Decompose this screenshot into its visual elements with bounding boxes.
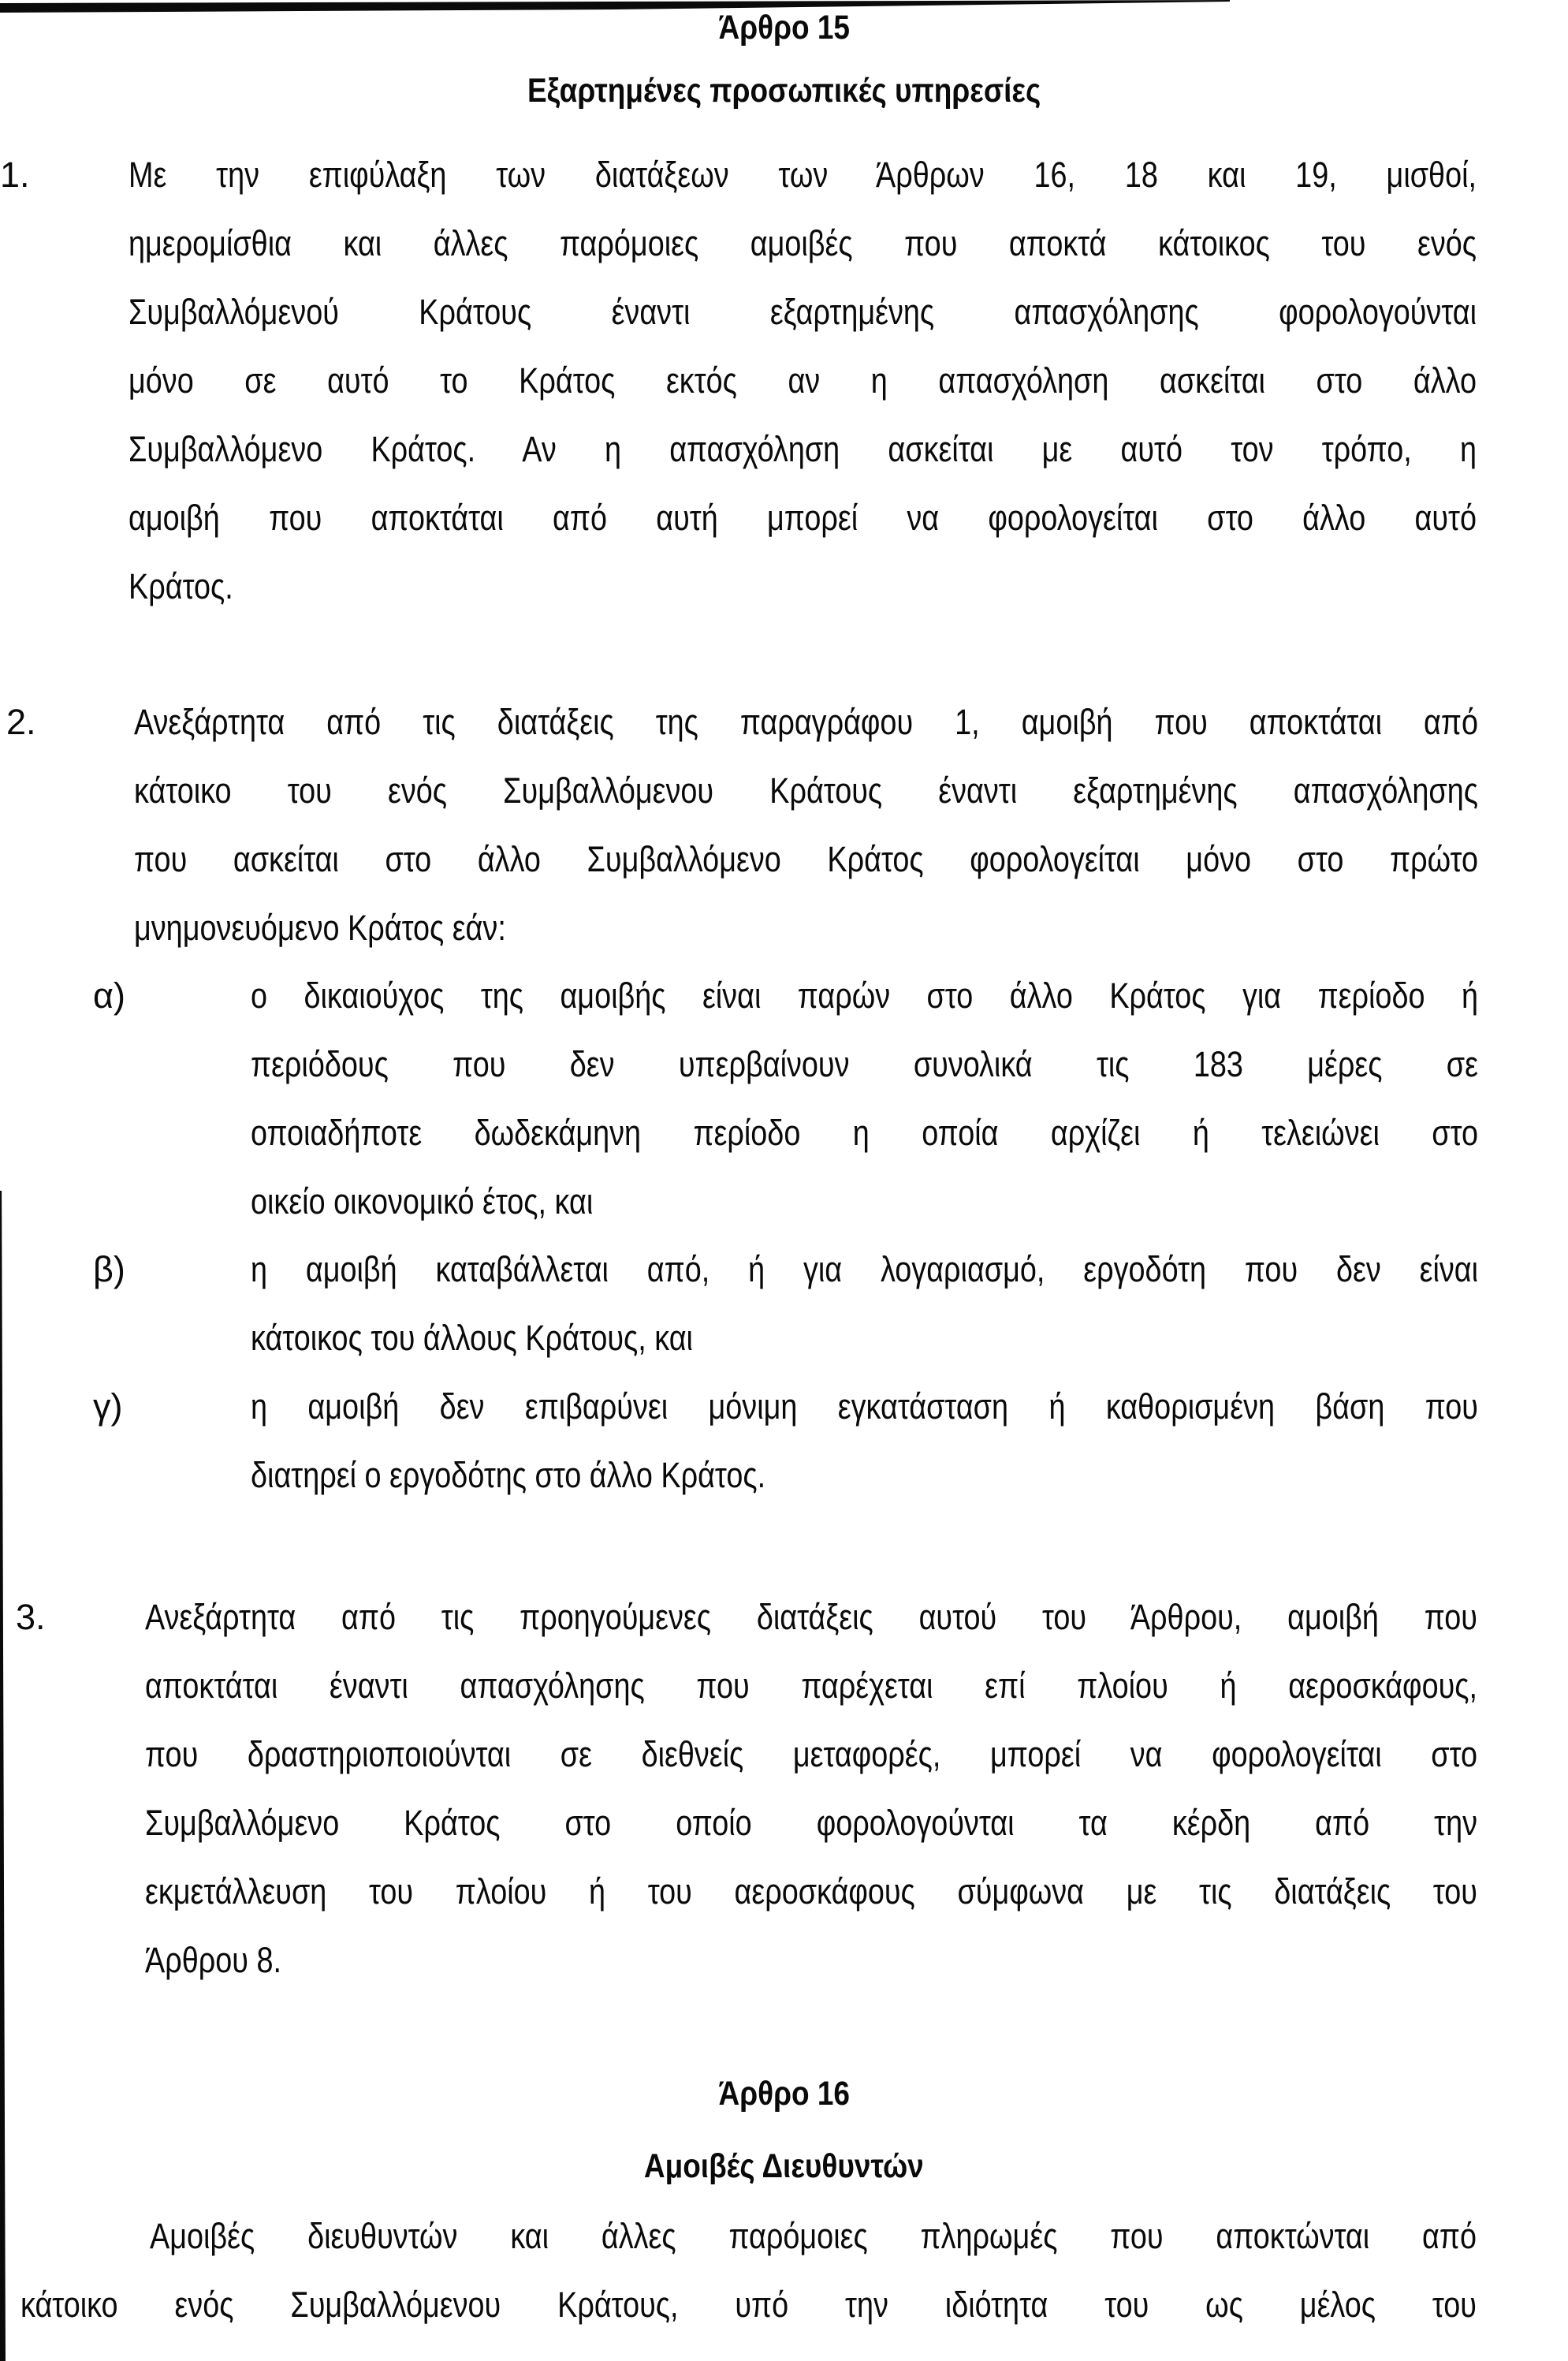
text-line bbox=[145, 1801, 1477, 1845]
text-line bbox=[251, 1248, 1478, 1292]
text-line bbox=[145, 1595, 1477, 1639]
text-line bbox=[251, 1111, 1478, 1155]
article-16-title: Άρθρο 16 bbox=[718, 2075, 850, 2113]
text-line bbox=[128, 222, 1477, 266]
text-line bbox=[128, 290, 1477, 334]
text-line-content: οικείο οικονομικό έτος, και bbox=[251, 1181, 594, 1222]
text-line-content: κάτοικο του ενός Συμβαλλόμενου Κράτους έναντι εξαρτημένης απασχόλησης bbox=[134, 770, 1478, 811]
text-line bbox=[128, 359, 1477, 403]
item-b-label: β) bbox=[93, 1249, 125, 1289]
text-line bbox=[134, 837, 1478, 882]
text-line-content: Συμβαλλόμενο Κράτος. Αν η απασχόληση ασκείται με αυτό τον τρόπο, η bbox=[128, 429, 1477, 469]
text-line-content: Ανεξάρτητα από τις προηγούμενες διατάξεις αυτού του Άρθρου, αμοιβή που bbox=[145, 1597, 1477, 1637]
text-line bbox=[251, 1385, 1478, 1429]
text-line bbox=[145, 1733, 1477, 1777]
text-line bbox=[251, 974, 1478, 1018]
text-line-content: Συμβαλλόμενού Κράτους έναντι εξαρτημένης απασχόλησης φορολογούνται bbox=[128, 292, 1477, 332]
paragraph-3-number: 3. bbox=[16, 1597, 46, 1637]
text-line-content: Αμοιβές διευθυντών και άλλες παρόμοιες πληρωμές που αποκτώνται από bbox=[150, 2216, 1477, 2256]
text-line bbox=[134, 769, 1478, 813]
text-line bbox=[251, 1453, 1478, 1498]
text-line-content: Άρθρου 8. bbox=[145, 1940, 281, 1980]
text-line-content: που δραστηριοποιούνται σε διεθνείς μεταφορές, μπορεί να φορολογείται στο bbox=[145, 1734, 1477, 1774]
text-line bbox=[251, 1316, 1478, 1360]
item-c-label: γ) bbox=[93, 1386, 123, 1427]
text-line-content: η αμοιβή δεν επιβαρύνει μόνιμη εγκατάσταση ή καθορισμένη βάση που bbox=[251, 1386, 1478, 1427]
text-line bbox=[134, 906, 1478, 950]
text-line-content: διατηρεί ο εργοδότης στο άλλο Κράτος. bbox=[251, 1455, 766, 1495]
paragraph-2-number: 2. bbox=[6, 702, 36, 742]
text-line bbox=[128, 565, 1477, 609]
text-line-content: η αμοιβή καταβάλλεται από, ή για λογαριασμό, εργοδότη που δεν είναι bbox=[251, 1249, 1478, 1289]
text-line-content: μνημονευόμενο Κράτος εάν: bbox=[134, 908, 506, 948]
text-line-content: κάτοικο ενός Συμβαλλόμενου Κράτους, υπό την ιδιότητα του ως μέλος του bbox=[20, 2285, 1477, 2325]
text-line-content: ημερομίσθια και άλλες παρόμοιες αμοιβές που αποκτά κάτοικος του ενός bbox=[128, 223, 1477, 263]
text-line-content: που ασκείται στο άλλο Συμβαλλόμενο Κράτος φορολογείται μόνο στο πρώτο bbox=[134, 839, 1478, 879]
article-15-title: Άρθρο 15 bbox=[718, 9, 850, 47]
text-line-content: Ανεξάρτητα από τις διατάξεις της παραγράφου 1, αμοιβή που αποκτάται από bbox=[134, 702, 1478, 742]
text-line-content: μόνο σε αυτό το Κράτος εκτός αν η απασχόληση ασκείται στο άλλο bbox=[128, 360, 1477, 401]
article-16-subtitle: Αμοιβές Διευθυντών bbox=[644, 2147, 924, 2185]
text-line-content: ο δικαιούχος της αμοιβής είναι παρών στο άλλο Κράτος για περίοδο ή bbox=[251, 975, 1478, 1016]
item-a-label: α) bbox=[93, 975, 126, 1016]
paragraph-1-number: 1. bbox=[0, 155, 30, 195]
text-line-content: κάτοικος του άλλους Κράτους, και bbox=[251, 1318, 693, 1358]
text-line bbox=[145, 1664, 1477, 1708]
text-line-content: εκμετάλλευση του πλοίου ή του αεροσκάφους σύμφωνα με τις διατάξεις του bbox=[145, 1871, 1477, 1912]
text-line bbox=[134, 700, 1478, 744]
text-line bbox=[145, 1870, 1477, 1914]
article-15-subtitle: Εξαρτημένες προσωπικές υπηρεσίες bbox=[527, 72, 1041, 110]
text-line-content: οποιαδήποτε δωδεκάμηνη περίοδο η οποία αρχίζει ή τελειώνει στο bbox=[251, 1113, 1478, 1153]
text-line-content: Συμβαλλόμενο Κράτος στο οποίο φορολογούνται τα κέρδη από την bbox=[145, 1803, 1477, 1843]
text-line bbox=[145, 1938, 1477, 1982]
text-line bbox=[128, 496, 1477, 540]
text-line-content: αμοιβή που αποκτάται από αυτή μπορεί να φορολογείται στο άλλο αυτό bbox=[128, 498, 1477, 538]
text-line-content: αποκτάται έναντι απασχόλησης που παρέχεται επί πλοίου ή αεροσκάφους, bbox=[145, 1665, 1477, 1706]
text-line bbox=[251, 1180, 1478, 1224]
text-line bbox=[128, 153, 1477, 197]
text-line-content: Κράτος. bbox=[128, 566, 233, 606]
text-line-content: περιόδους που δεν υπερβαίνουν συνολικά τις 183 μέρες σε bbox=[251, 1044, 1478, 1084]
text-line bbox=[20, 2283, 1477, 2327]
text-line bbox=[251, 1042, 1478, 1087]
text-line bbox=[128, 427, 1477, 472]
text-line bbox=[150, 2214, 1477, 2258]
text-line-content: Με την επιφύλαξη των διατάξεων των Άρθρων 16, 18 και 19, μισθοί, bbox=[128, 155, 1477, 195]
